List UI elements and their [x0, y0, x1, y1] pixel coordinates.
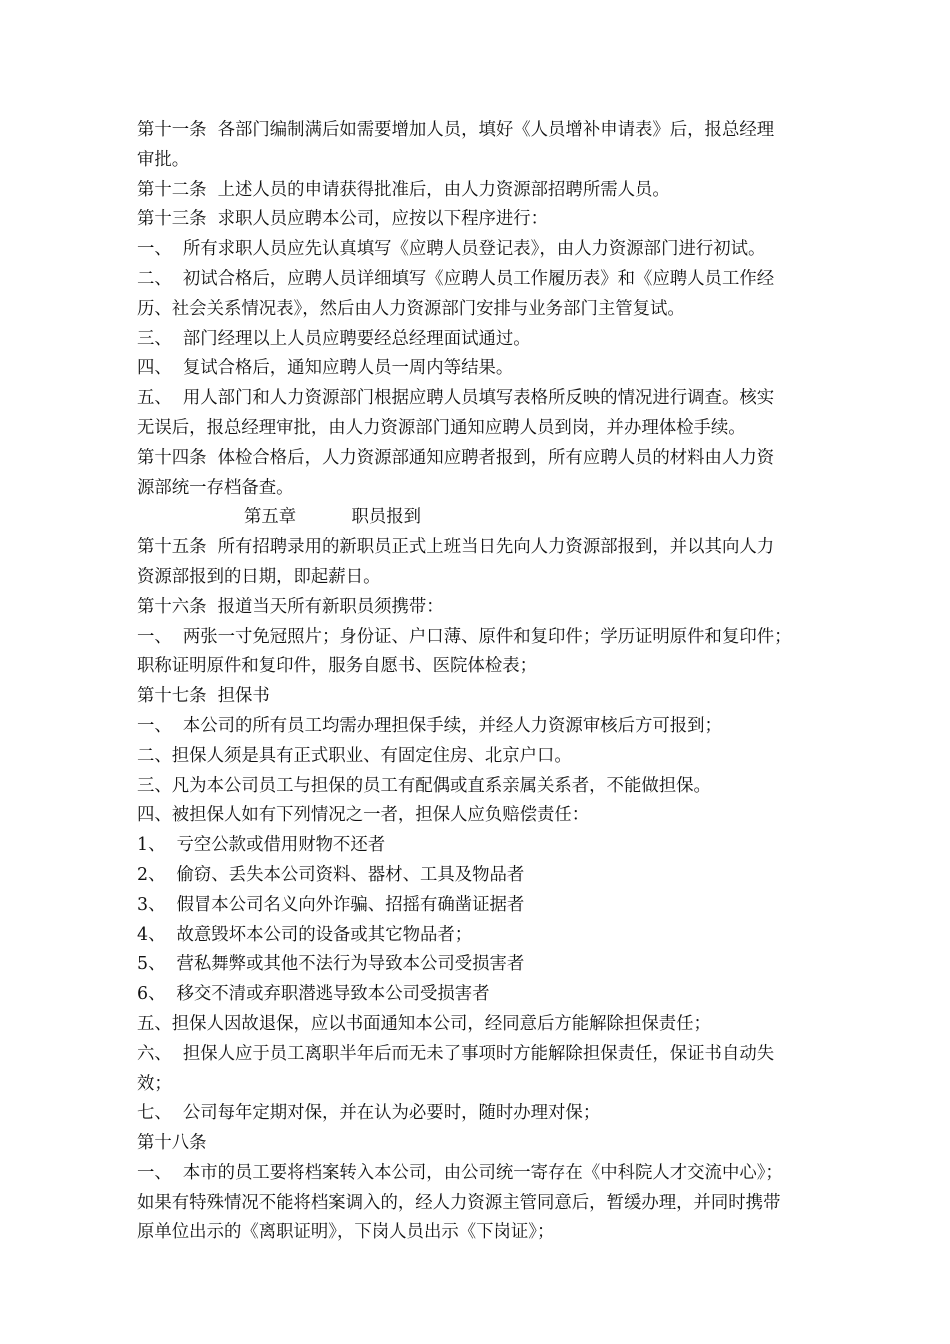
- text-line: 如果有特殊情况不能将档案调入的，经人力资源主管同意后，暂缓办理，并同时携带: [137, 1192, 781, 1213]
- text-line: 二、担保人须是具有正式职业、有固定住房、北京户口。: [137, 745, 572, 766]
- text-line: 三、 部门经理以上人员应聘要经总经理面试通过。: [137, 328, 531, 349]
- text-line: 第十四条 体检合格后，人力资源部通知应聘者报到，所有应聘人员的材料由人力资: [137, 447, 775, 468]
- text-line: 第十二条 上述人员的申请获得批准后，由人力资源部招聘所需人员。: [137, 179, 670, 200]
- text-line: 第十六条 报道当天所有新职员须携带：: [137, 596, 444, 617]
- text-line: 二、 初试合格后，应聘人员详细填写《应聘人员工作履历表》和《应聘人员工作经: [137, 268, 775, 289]
- text-line: 六、 担保人应于员工离职半年后而无未了事项时方能解除担保责任，保证书自动失: [137, 1043, 775, 1064]
- text-line: 四、被担保人如有下列情况之一者，担保人应负赔偿责任：: [137, 805, 590, 826]
- text-line: 3、 假冒本公司名义向外诈骗、招摇有确凿证据者: [137, 894, 525, 915]
- chapter-heading: 第五章 职员报到: [244, 507, 422, 528]
- text-line: 1、 亏空公款或借用财物不还者: [137, 835, 386, 856]
- text-line: 审批。: [137, 149, 190, 170]
- text-line: 七、 公司每年定期对保，并在认为必要时，随时办理对保；: [137, 1103, 601, 1124]
- text-line: 6、 移交不清或弃职潜逃导致本公司受损害者: [137, 984, 490, 1005]
- text-line: 资源部报到的日期，即起薪日。: [137, 566, 381, 587]
- text-line: 2、 偷窃、丢失本公司资料、器材、工具及物品者: [137, 864, 525, 885]
- text-line: 第十一条 各部门编制满后如需要增加人员，填好《人员增补申请表》后，报总经理: [137, 120, 775, 140]
- text-line: 第十五条 所有招聘录用的新职员正式上班当日先向人力资源部报到，并以其向人力: [137, 537, 775, 558]
- text-line: 原单位出示的《离职证明》，下岗人员出示《下岗证》；: [137, 1222, 555, 1243]
- text-line: 无误后，报总经理审批，由人力资源部门通知应聘人员到岗，并办理体检手续。: [137, 417, 746, 438]
- text-line: 源部统一存档备查。: [137, 477, 294, 498]
- text-line: 第十三条 求职人员应聘本公司，应按以下程序进行：: [137, 209, 549, 230]
- text-line: 四、 复试合格后，通知应聘人员一周内等结果。: [137, 358, 514, 379]
- text-line: 一、 本市的员工要将档案转入本公司，由公司统一寄存在《中科院人才交流中心》；: [137, 1162, 783, 1183]
- text-line: 第十七条 担保书: [137, 686, 270, 707]
- text-line: 历、社会关系情况表》，然后由人力资源部门安排与业务部门主管复试。: [137, 298, 685, 319]
- text-line: 一、 所有求职人员应先认真填写《应聘人员登记表》，由人力资源部门进行初试。: [137, 239, 766, 260]
- text-line: 一、 本公司的所有员工均需办理担保手续，并经人力资源审核后方可报到；: [137, 715, 722, 736]
- text-line: 5、 营私舞弊或其他不法行为导致本公司受损害者: [137, 954, 525, 975]
- text-line: 第十八条: [137, 1133, 207, 1154]
- text-line: 三、凡为本公司员工与担保的员工有配偶或直系亲属关系者，不能做担保。: [137, 775, 711, 796]
- text-line: 4、 故意毁坏本公司的设备或其它物品者；: [137, 924, 473, 945]
- text-line: 职称证明原件和复印件，服务自愿书、医院体检表；: [137, 656, 537, 677]
- text-line: 五、担保人因故退保，应以书面通知本公司，经同意后方能解除担保责任；: [137, 1013, 711, 1034]
- document-body: [137, 116, 837, 1248]
- text-line: 一、 两张一寸免冠照片；身份证、户口薄、原件和复印件；学历证明原件和复印件；: [137, 626, 792, 647]
- text-line: 效；: [137, 1073, 172, 1094]
- text-line: 五、 用人部门和人力资源部门根据应聘人员填写表格所反映的情况进行调查。核实: [137, 388, 775, 409]
